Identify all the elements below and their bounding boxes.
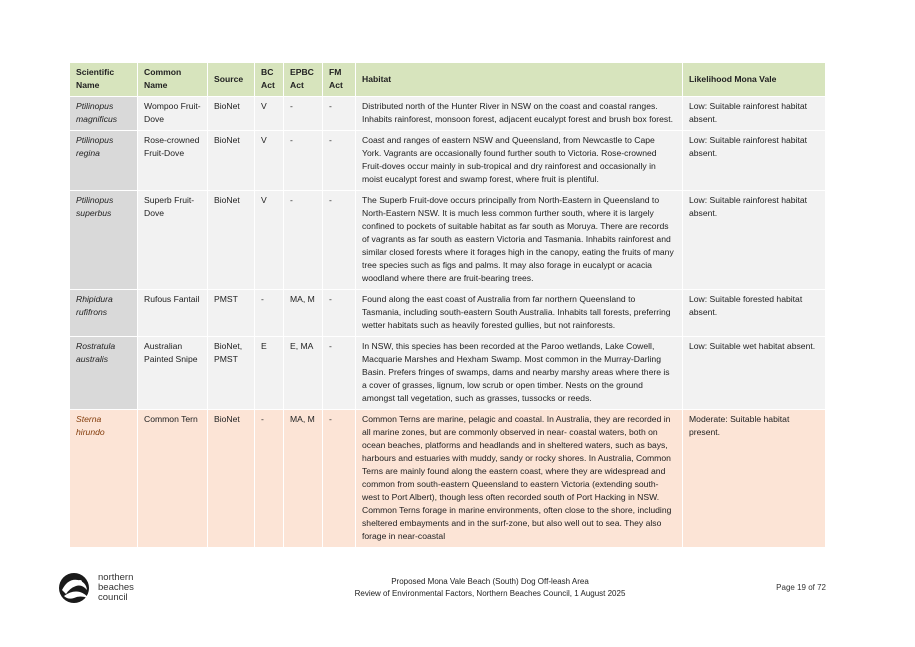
cell-likelihood: Low: Suitable forested habitat absent. [683,290,826,337]
cell-common-name: Rufous Fantail [138,290,208,337]
cell-habitat: The Superb Fruit-dove occurs principally from North-Eastern in Queensland to North-Eastern NSW. It is much less common further south, where it is largely confined to pockets of suitable habitat as far south as Moruya. There are records of vagrants as far south as eastern Victoria and Tasmania. Inhabits rainforest and similar closed forests where it forages high in the canopy, eating the fruits of many tree species such as figs and palms. It may also forage in eucalypt or acacia woodland where there are fruit-bearing trees. [356,191,683,290]
cell-fm-act: - [323,131,356,191]
cell-common-name: Australian Painted Snipe [138,337,208,410]
cell-epbc-act: - [284,97,323,131]
document-footer-title [300,576,680,600]
cell-bc-act: E [255,337,284,410]
cell-scientific-name: Ptilinopus regina [70,131,138,191]
cell-likelihood: Low: Suitable rainforest habitat absent. [683,191,826,290]
cell-source: BioNet [208,97,255,131]
table-row [70,131,826,191]
cell-bc-act: - [255,290,284,337]
cell-likelihood: Low: Suitable wet habitat absent. [683,337,826,410]
cell-scientific-name: Rostratula australis [70,337,138,410]
page-number: Page 19 of 72 [776,583,826,592]
header-likelihood: Likelihood Mona Vale [683,63,826,97]
cell-epbc-act: MA, M [284,410,323,548]
cell-likelihood: Moderate: Suitable habitat present. [683,410,826,548]
footer-title-line: Review of Environmental Factors, Northern Beaches Council, 1 August 2025 [354,589,626,598]
header-scientific-name: Scientific Name [70,63,138,97]
council-logo-text [98,573,134,603]
cell-source: BioNet, PMST [208,337,255,410]
header-bc-act: BC Act [255,63,284,97]
council-logo [56,570,196,606]
cell-bc-act: V [255,131,284,191]
cell-fm-act: - [323,191,356,290]
header-fm-act: FM Act [323,63,356,97]
table-row [70,337,826,410]
cell-habitat: Found along the east coast of Australia from far northern Queensland to Tasmania, including south-eastern South Australia. Inhabits tall forests, preferring wetter habitats such as heavily forested gullies, but not rainforests. [356,290,683,337]
cell-epbc-act: E, MA [284,337,323,410]
cell-fm-act: - [323,97,356,131]
cell-habitat: Distributed north of the Hunter River in NSW on the coast and coastal ranges. Inhabits rainforest, monsoon forest, adjacent eucalypt forest and brush box forest. [356,97,683,131]
cell-epbc-act: MA, M [284,290,323,337]
logo-line: northern [98,572,134,583]
table-row [70,290,826,337]
council-logo-icon [56,570,96,606]
cell-scientific-name: Sterna hirundo [70,410,138,548]
species-table [70,63,826,548]
header-habitat: Habitat [356,63,683,97]
header-epbc-act: EPBC Act [284,63,323,97]
cell-likelihood: Low: Suitable rainforest habitat absent. [683,97,826,131]
cell-scientific-name: Rhipidura rufifrons [70,290,138,337]
cell-habitat: In NSW, this species has been recorded at the Paroo wetlands, Lake Cowell, Macquarie Marshes and Hexham Swamp. Most common in the Murray-Darling Basin. Prefers fringes of swamps, dams and nearby marshy areas where there is a cover of grasses, lignum, low scrub or open timber. Nests on the ground amongst tall vegetation, such as grasses, tussocks or reeds. [356,337,683,410]
cell-likelihood: Low: Suitable rainforest habitat absent. [683,131,826,191]
cell-fm-act: - [323,290,356,337]
logo-line: council [98,592,128,603]
table-header-row [70,63,826,97]
cell-common-name: Common Tern [138,410,208,548]
header-common-name: Common Name [138,63,208,97]
footer-title-line: Proposed Mona Vale Beach (South) Dog Off-leash Area [391,577,589,586]
cell-source: BioNet [208,410,255,548]
cell-fm-act: - [323,337,356,410]
cell-source: BioNet [208,191,255,290]
cell-scientific-name: Ptilinopus magnificus [70,97,138,131]
table-row-highlighted [70,410,826,548]
cell-source: PMST [208,290,255,337]
table-row [70,191,826,290]
cell-scientific-name: Ptilinopus superbus [70,191,138,290]
cell-bc-act: V [255,97,284,131]
logo-line: beaches [98,582,134,593]
header-source: Source [208,63,255,97]
cell-habitat: Coast and ranges of eastern NSW and Queensland, from Newcastle to Cape York. Vagrants are occasionally found further south to Victoria. Rose-crowned Fruit-doves occur mainly in sub-tropical and dry rainforest and occasionally in moist eucalypt forest and swamp forest, where fruit is plentiful. [356,131,683,191]
cell-epbc-act: - [284,131,323,191]
cell-epbc-act: - [284,191,323,290]
cell-bc-act: - [255,410,284,548]
cell-habitat: Common Terns are marine, pelagic and coastal. In Australia, they are recorded in all marine zones, but are commonly observed in near- coastal waters, both on ocean beaches, platforms and headlands and in sheltered waters, such as bays, harbours and estuaries with muddy, sandy or rocky shores. In Australia, Common Terns are mainly found along the eastern coast, where they are widespread and common from south-eastern Queensland to eastern Victoria (extending south-west to Port Albert), though less often recorded south of Port Hacking in NSW. Common Terns forage in marine environments, often close to the shore, including sheltered embayments and in the surf-zone, but also well out to sea. They also forage in near-coastal [356,410,683,548]
cell-common-name: Wompoo Fruit-Dove [138,97,208,131]
cell-source: BioNet [208,131,255,191]
cell-common-name: Superb Fruit-Dove [138,191,208,290]
table-row [70,97,826,131]
cell-fm-act: - [323,410,356,548]
cell-bc-act: V [255,191,284,290]
cell-common-name: Rose-crowned Fruit-Dove [138,131,208,191]
